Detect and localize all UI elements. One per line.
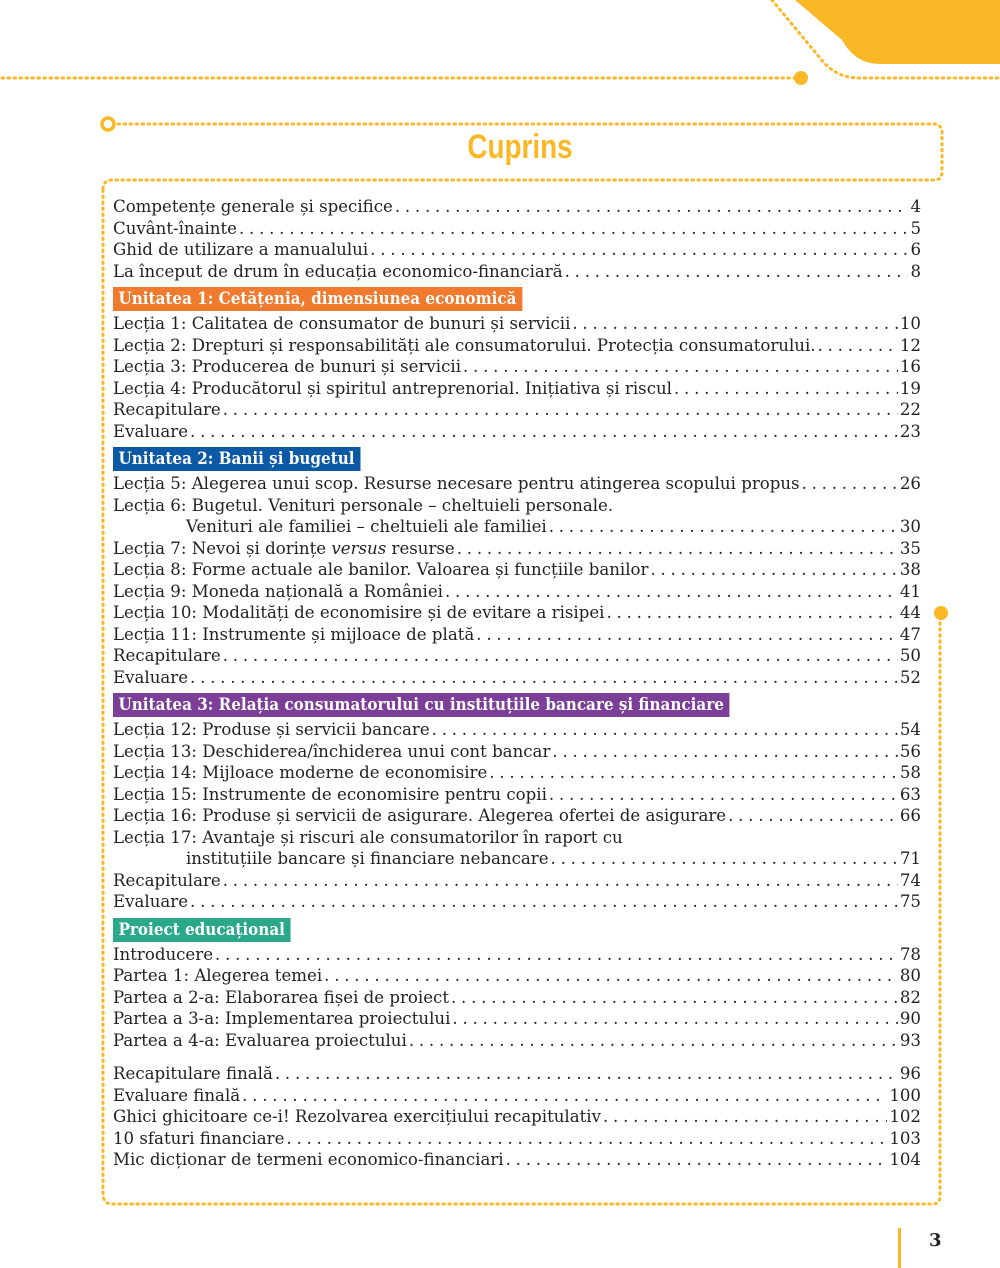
toc-entry[interactable]: [113, 1030, 921, 1052]
toc-page-number: 44: [899, 603, 921, 622]
toc-entry-label: Partea 1: Alegerea temei: [113, 966, 323, 985]
dot-leader: [489, 762, 898, 784]
dot-leader: [445, 581, 898, 603]
dot-leader: [370, 239, 908, 261]
toc-entry-label: Lecția 1: Calitatea de consumator de bunuri și servicii: [113, 314, 571, 333]
toc-entry-label: Lecția 11: Instrumente și mijloace de plată: [113, 624, 475, 644]
toc-entry[interactable]: [113, 239, 921, 261]
toc-entry-label-part: Lecția 7: Nevoi și dorințe: [113, 538, 332, 558]
toc-page-number: 90: [899, 1009, 921, 1028]
toc-entry[interactable]: [113, 1085, 921, 1107]
dot-leader: [395, 196, 909, 218]
toc-page-number: 52: [899, 667, 921, 687]
section-spacer: [113, 1051, 921, 1063]
toc-entry-label: Lecția 2: Drepturi și responsabilități ale consumatorului. Protecția consumatorului.: [113, 335, 816, 355]
toc-entry-label: Lecția 8: Forme actuale ale banilor. Valoarea și funcțiile banilor: [113, 560, 649, 579]
toc-page-number: 100: [889, 1085, 921, 1105]
toc-page-number: 35: [899, 538, 921, 558]
toc-entry-label: Introducere: [113, 944, 214, 964]
toc-entry-label: Evaluare: [113, 421, 189, 441]
toc-entry-label: Lecția 6: Bugetul. Venituri personale – cheltuieli personale.: [113, 495, 614, 515]
page-number: 3: [929, 1230, 942, 1251]
toc-page-number: 104: [889, 1150, 921, 1169]
toc-entry[interactable]: [113, 1128, 921, 1150]
toc-page-number: 93: [899, 1030, 921, 1050]
toc-entry-label: Lecția 5: Alegerea unui scop. Resurse necesare pentru atingerea scopului propus: [113, 474, 800, 493]
toc-entry[interactable]: [113, 399, 921, 421]
toc-entry-label: [113, 538, 455, 560]
toc-entry[interactable]: [113, 784, 921, 806]
dot-leader: [242, 1085, 887, 1107]
toc-page-number: 74: [899, 870, 921, 890]
toc-entry[interactable]: [113, 1063, 921, 1085]
toc-page-number: 16: [899, 357, 921, 376]
toc-entry[interactable]: [113, 762, 921, 784]
dot-leader: [190, 891, 898, 913]
dot-leader: [457, 538, 898, 560]
dot-leader: [728, 805, 898, 827]
dot-leader: [286, 1128, 887, 1150]
toc-entry[interactable]: [113, 719, 921, 741]
toc-entry[interactable]: [113, 624, 921, 646]
dot-leader: [215, 944, 898, 966]
dot-leader: [603, 1106, 887, 1128]
toc-entry-label: Mic dicționar de termeni economico-financiari: [113, 1150, 504, 1169]
toc-page-number: 54: [899, 720, 921, 739]
toc-entry[interactable]: [113, 1149, 921, 1171]
toc-entry-label: Recapitulare finală: [113, 1064, 273, 1083]
toc-entry-label: Lecția 3: Producerea de bunuri și servicii: [113, 357, 461, 376]
toc-entry[interactable]: [113, 261, 921, 283]
toc-page-number: 26: [899, 474, 921, 493]
toc-entry-label: Competențe generale și specifice: [113, 197, 393, 216]
toc-entry-label: Lecția 13: Deschiderea/închiderea unui cont bancar: [113, 741, 551, 761]
dot-leader: [802, 473, 898, 495]
dot-leader: [506, 1149, 888, 1171]
dot-leader: [552, 741, 897, 763]
toc-entry-label: Cuvânt-înainte: [113, 218, 237, 238]
toc-page-number: 22: [899, 400, 921, 419]
toc-entry-label: Lecția 9: Moneda națională a României: [113, 581, 443, 601]
toc-entry[interactable]: [113, 870, 921, 892]
dot-leader: [223, 645, 898, 667]
toc-entry-label: Ghid de utilizare a manualului: [113, 240, 369, 259]
toc-entry-line: [113, 848, 921, 870]
toc-entry[interactable]: [113, 378, 921, 400]
dot-leader: [451, 987, 898, 1009]
frame-end-dot: [934, 606, 948, 620]
toc-page-number: 71: [899, 849, 921, 868]
toc-entry-label: Evaluare: [113, 892, 189, 911]
toc-page-number: 38: [899, 560, 921, 579]
toc-entry[interactable]: [113, 944, 921, 966]
toc-entry[interactable]: [113, 473, 921, 495]
toc-entry[interactable]: [113, 602, 921, 624]
toc-entry-label-part: resurse: [386, 538, 455, 558]
toc-entry[interactable]: [113, 218, 921, 240]
toc-entry-label: Recapitulare: [113, 870, 221, 890]
dot-leader: [324, 965, 898, 987]
toc-entry[interactable]: [113, 891, 921, 913]
toc-entry[interactable]: [113, 827, 921, 870]
page-number-bar: [898, 1228, 901, 1268]
dot-leader: [549, 516, 898, 538]
corner-tab-shape: [795, 0, 1000, 64]
unit-heading-row: [113, 913, 921, 944]
toc-entry-label: Ghici ghicitoare ce-i! Rezolvarea exercițiului recapitulativ: [113, 1107, 601, 1126]
page-title: Cuprins: [467, 128, 573, 166]
dot-leader: [565, 261, 909, 283]
toc-entry[interactable]: [113, 645, 921, 667]
toc-entry-label: Lecția 17: Avantaje și riscuri ale consumatorilor în raport cu: [113, 827, 623, 847]
toc-entry[interactable]: [113, 196, 921, 218]
toc-entry-label: Lecția 16: Produse și servicii de asigurare. Alegerea ofertei de asigurare: [113, 806, 727, 825]
unit-3-heading: Unitatea 3: Relația consumatorului cu instituțiile bancare și financiare: [113, 693, 729, 717]
toc-entry[interactable]: [113, 581, 921, 603]
toc-entry[interactable]: [113, 495, 921, 538]
toc-entry[interactable]: [113, 1106, 921, 1128]
dot-leader: [190, 421, 898, 443]
dot-leader: [432, 719, 898, 741]
toc-page-number: 82: [899, 987, 921, 1007]
toc-page-number: 66: [899, 806, 921, 825]
dot-leader: [650, 559, 897, 581]
toc-entry[interactable]: [113, 965, 921, 987]
dot-leader: [223, 870, 898, 892]
toc-page-number: 96: [899, 1064, 921, 1083]
toc-entry[interactable]: [113, 741, 921, 763]
toc-entry[interactable]: [113, 1008, 921, 1030]
toc-page-number: 56: [899, 741, 921, 761]
toc-page-number: 80: [899, 966, 921, 985]
toc-page-number: 4: [910, 197, 921, 216]
toc-page-number: 10: [899, 314, 921, 333]
toc-entry-label: Lecția 4: Producătorul și spiritul antreprenorial. Inițiativa și riscul: [113, 378, 672, 398]
toc-page-number: 75: [899, 892, 921, 911]
toc-entry-label: Lecția 15: Instrumente de economisire pentru copii: [113, 784, 547, 804]
toc-page-number: 12: [899, 335, 921, 355]
toc-entry-label: Recapitulare: [113, 646, 221, 665]
toc-entry-label: 10 sfaturi financiare: [113, 1128, 285, 1148]
unit-heading-row: [113, 442, 921, 473]
toc-page-number: 5: [910, 218, 921, 238]
toc-page-number: 63: [899, 784, 921, 804]
dot-leader: [551, 848, 898, 870]
toc-entry-label: Recapitulare: [113, 400, 221, 419]
unit-heading-row: [113, 688, 921, 719]
toc-entry-label: Partea a 3-a: Implementarea proiectului: [113, 1009, 451, 1028]
toc-page-number: 103: [889, 1128, 921, 1148]
toc-entry-line: [113, 495, 921, 517]
toc-entry-label: Evaluare finală: [113, 1085, 241, 1105]
dot-leader: [549, 784, 898, 806]
toc-entry[interactable]: [113, 805, 921, 827]
toc-entry[interactable]: [113, 421, 921, 443]
toc-page-number: 41: [899, 581, 921, 601]
toc-entry[interactable]: [113, 538, 921, 560]
toc-page-number: 19: [899, 378, 921, 398]
toc-entry-line: [113, 516, 921, 538]
toc-entry-label: Lecția 10: Modalități de economisire și de evitare a risipei: [113, 603, 605, 622]
toc-entry[interactable]: [113, 313, 921, 335]
toc-page-number: 78: [899, 944, 921, 964]
dot-leader: [223, 399, 898, 421]
unit-heading-row: [113, 282, 921, 313]
dot-leader: [818, 335, 898, 357]
toc-page-number: 50: [899, 646, 921, 665]
toc-entry-label: La început de drum în educația economico-financiară: [113, 261, 563, 281]
dot-leader: [476, 624, 898, 646]
toc-entry[interactable]: [113, 667, 921, 689]
toc-page-number: 58: [899, 763, 921, 782]
toc-entry[interactable]: [113, 335, 921, 357]
dot-leader: [606, 602, 897, 624]
toc-entry-label: Partea a 4-a: Evaluarea proiectului: [113, 1030, 407, 1050]
rule-end-dot: [794, 71, 808, 85]
dot-leader: [190, 667, 898, 689]
table-of-contents: [113, 196, 921, 1171]
toc-entry-label-continued: Venituri ale familiei – cheltuieli ale familiei: [186, 517, 547, 536]
toc-page-number: 8: [910, 261, 921, 281]
toc-entry[interactable]: [113, 559, 921, 581]
dot-leader: [572, 313, 898, 335]
toc-entry-label: Lecția 14: Mijloace moderne de economisire: [113, 763, 488, 782]
dot-leader: [239, 218, 908, 240]
toc-page-number: 102: [889, 1107, 921, 1126]
dot-leader: [452, 1008, 897, 1030]
toc-entry-label: Lecția 12: Produse și servicii bancare: [113, 720, 430, 739]
dot-leader: [463, 356, 898, 378]
dot-leader: [674, 378, 898, 400]
unit-1-heading: Unitatea 1: Cetățenia, dimensiunea economică: [113, 287, 522, 311]
toc-page-number: 23: [899, 421, 921, 441]
toc-page-number: 30: [899, 517, 921, 536]
toc-entry-line: [113, 827, 921, 849]
toc-entry-label-emphasis: versus: [331, 538, 387, 558]
dot-leader: [409, 1030, 898, 1052]
toc-entry[interactable]: [113, 356, 921, 378]
dot-leader: [275, 1063, 898, 1085]
toc-entry-label: Evaluare: [113, 667, 189, 687]
project-heading: Proiect educațional: [113, 918, 290, 942]
toc-entry-label: Partea a 2-a: Elaborarea fișei de proiect: [113, 987, 449, 1007]
toc-page-number: 6: [910, 240, 921, 259]
toc-entry-label-continued: instituțiile bancare și financiare nebancare: [186, 849, 549, 868]
unit-2-heading: Unitatea 2: Banii și bugetul: [113, 447, 360, 471]
toc-page-number: 47: [899, 624, 921, 644]
toc-entry[interactable]: [113, 987, 921, 1009]
